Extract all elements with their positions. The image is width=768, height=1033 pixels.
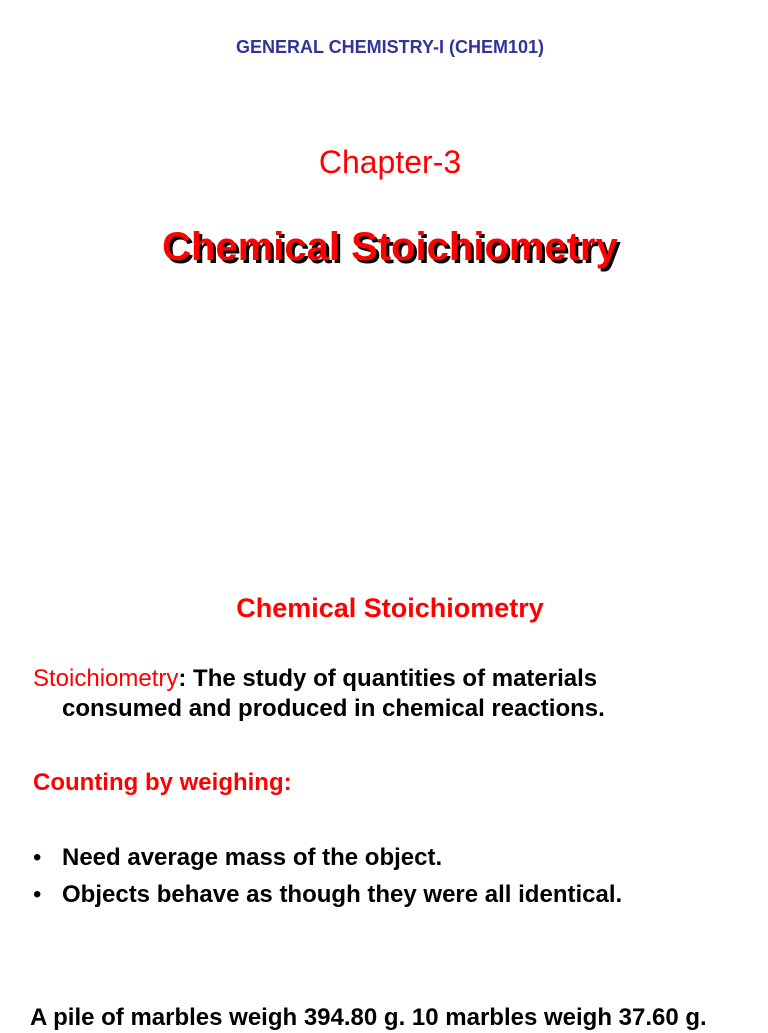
bullet-text: Objects behave as though they were all identical. (62, 881, 623, 908)
bullet-item (33, 880, 753, 910)
bullet-item (33, 843, 753, 873)
main-title: Chemical Stoichiometry (162, 225, 618, 269)
marbles-example-text: A pile of marbles weigh 394.80 g. 10 marbles weigh 37.60 g. (30, 1004, 707, 1031)
definition-separator: : (178, 665, 187, 692)
bullet-list (33, 843, 753, 917)
definition-term: Stoichiometry (33, 665, 179, 692)
stoichiometry-definition (33, 664, 733, 724)
bullet-icon: • (33, 844, 42, 871)
bullet-text: Need average mass of the object. (62, 844, 443, 871)
definition-text-line2: consumed and produced in chemical reactions. (62, 695, 605, 722)
counting-subheading: Counting by weighing: (33, 769, 292, 796)
section-title: Chemical Stoichiometry (236, 593, 544, 623)
definition-text-line1: The study of quantities of materials (186, 665, 598, 692)
chapter-label: Chapter-3 (318, 144, 462, 180)
bullet-icon: • (33, 881, 42, 908)
course-header: GENERAL CHEMISTRY-I (CHEM101) (235, 37, 545, 57)
